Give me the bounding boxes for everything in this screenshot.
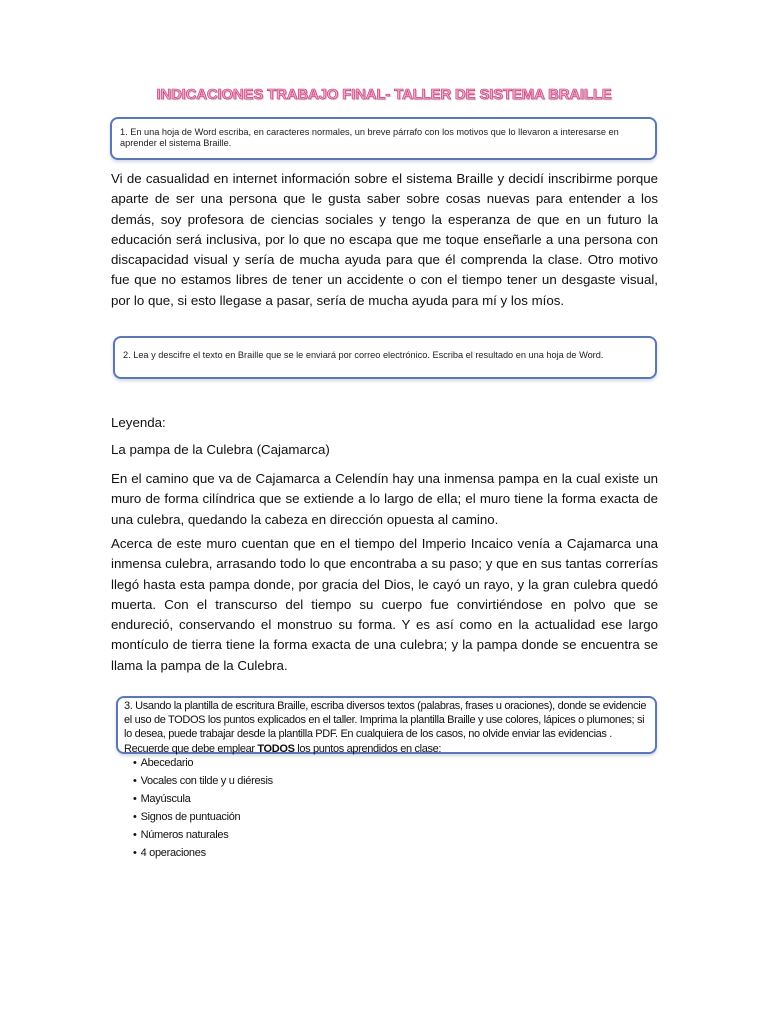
legend-title: La pampa de la Culebra (Cajamarca) [111, 442, 330, 457]
instruction-3-text [124, 699, 649, 756]
list-item: • Mayúscula [133, 790, 273, 808]
instruction-3-emphasis: TODOS [257, 742, 295, 755]
list-item: • Signos de puntuación [133, 808, 273, 826]
instruction-box-1 [110, 117, 657, 160]
legend-paragraph-2: Acerca de este muro cuentan que en el tiempo del Imperio Incaico venía a Cajamarca una inmensa culebra, arrasando todo lo que encontraba a su paso; y que en sus tantas correrías llegó hasta esta pampa donde, por gracia del Dios, le cayó un rayo, y la gran culebra quedó muerta. Con el transcurso del tiempo su cuerpo fue convirtiéndose en polvo que se endureció, conservando el monstruo su forma. Y es así como en la actualidad ese largo montículo de tierra tiene la forma exacta de una culebra; y la pampa donde se encuentra se llama la pampa de la Culebra. [111, 536, 658, 673]
instruction-box-3 [116, 696, 657, 754]
list-item: • Números naturales [133, 826, 273, 844]
instruction-3-text-end: los puntos aprendidos en clase: [294, 742, 442, 755]
list-item: • 4 operaciones [133, 844, 273, 862]
instruction-3-text-start: 3. Usando la plantilla de escritura Braille, escriba diversos textos (palabras, frases u oraciones), donde se evidencie el uso de TODOS los puntos explicados en el taller. Imprima la plantilla Braille y use colores, lápices o plumones; si lo desea, puede trabajar desde la plantilla PDF. En cualquiera de los casos, no olvide enviar las evidencias . Recuerde que debe emplear [124, 700, 647, 755]
instruction-1-text: 1. En una hoja de Word escriba, en caracteres normales, un breve párrafo con los motivos que lo llevaron a interesarse en aprender el sistema Braille. [120, 127, 619, 148]
page-title: INDICACIONES TRABAJO FINAL- TALLER DE SISTEMA BRAILLE [156, 86, 612, 103]
list-item: • Abecedario [133, 754, 273, 772]
answer-paragraph-1: Vi de casualidad en internet información sobre el sistema Braille y decidí inscribirme porque aparte de ser una persona que le gusta saber sobre cosas nuevas para entender a los demás, soy profesora de ciencias sociales y tengo la esperanza de que en un futuro la educación será inclusiva, por lo que no escapa que me toque enseñarle a una persona con discapacidad visual y sería de mucha ayuda para que él comprenda la clase. Otro motivo fue que no estamos libres de tener un accidente o con el tiempo tener un desgaste visual, por lo que, si esto llegase a pasar, sería de mucha ayuda para mí y los míos. [111, 171, 658, 308]
legend-label: Leyenda: [111, 415, 166, 430]
instruction-2-text: 2. Lea y descifre el texto en Braille que se le enviará por correo electrónico. Escriba el resultado en una hoja de Word. [123, 350, 604, 360]
list-item: • Vocales con tilde y u diéresis [133, 772, 273, 790]
instruction-box-2 [113, 336, 657, 379]
points-list [133, 754, 273, 862]
legend-paragraph-1: En el camino que va de Cajamarca a Celendín hay una inmensa pampa en la cual existe un muro de forma cilíndrica que se extiende a lo largo de ella; el muro tiene la forma exacta de una culebra, quedando la cabeza en dirección opuesta al camino. [111, 471, 658, 527]
